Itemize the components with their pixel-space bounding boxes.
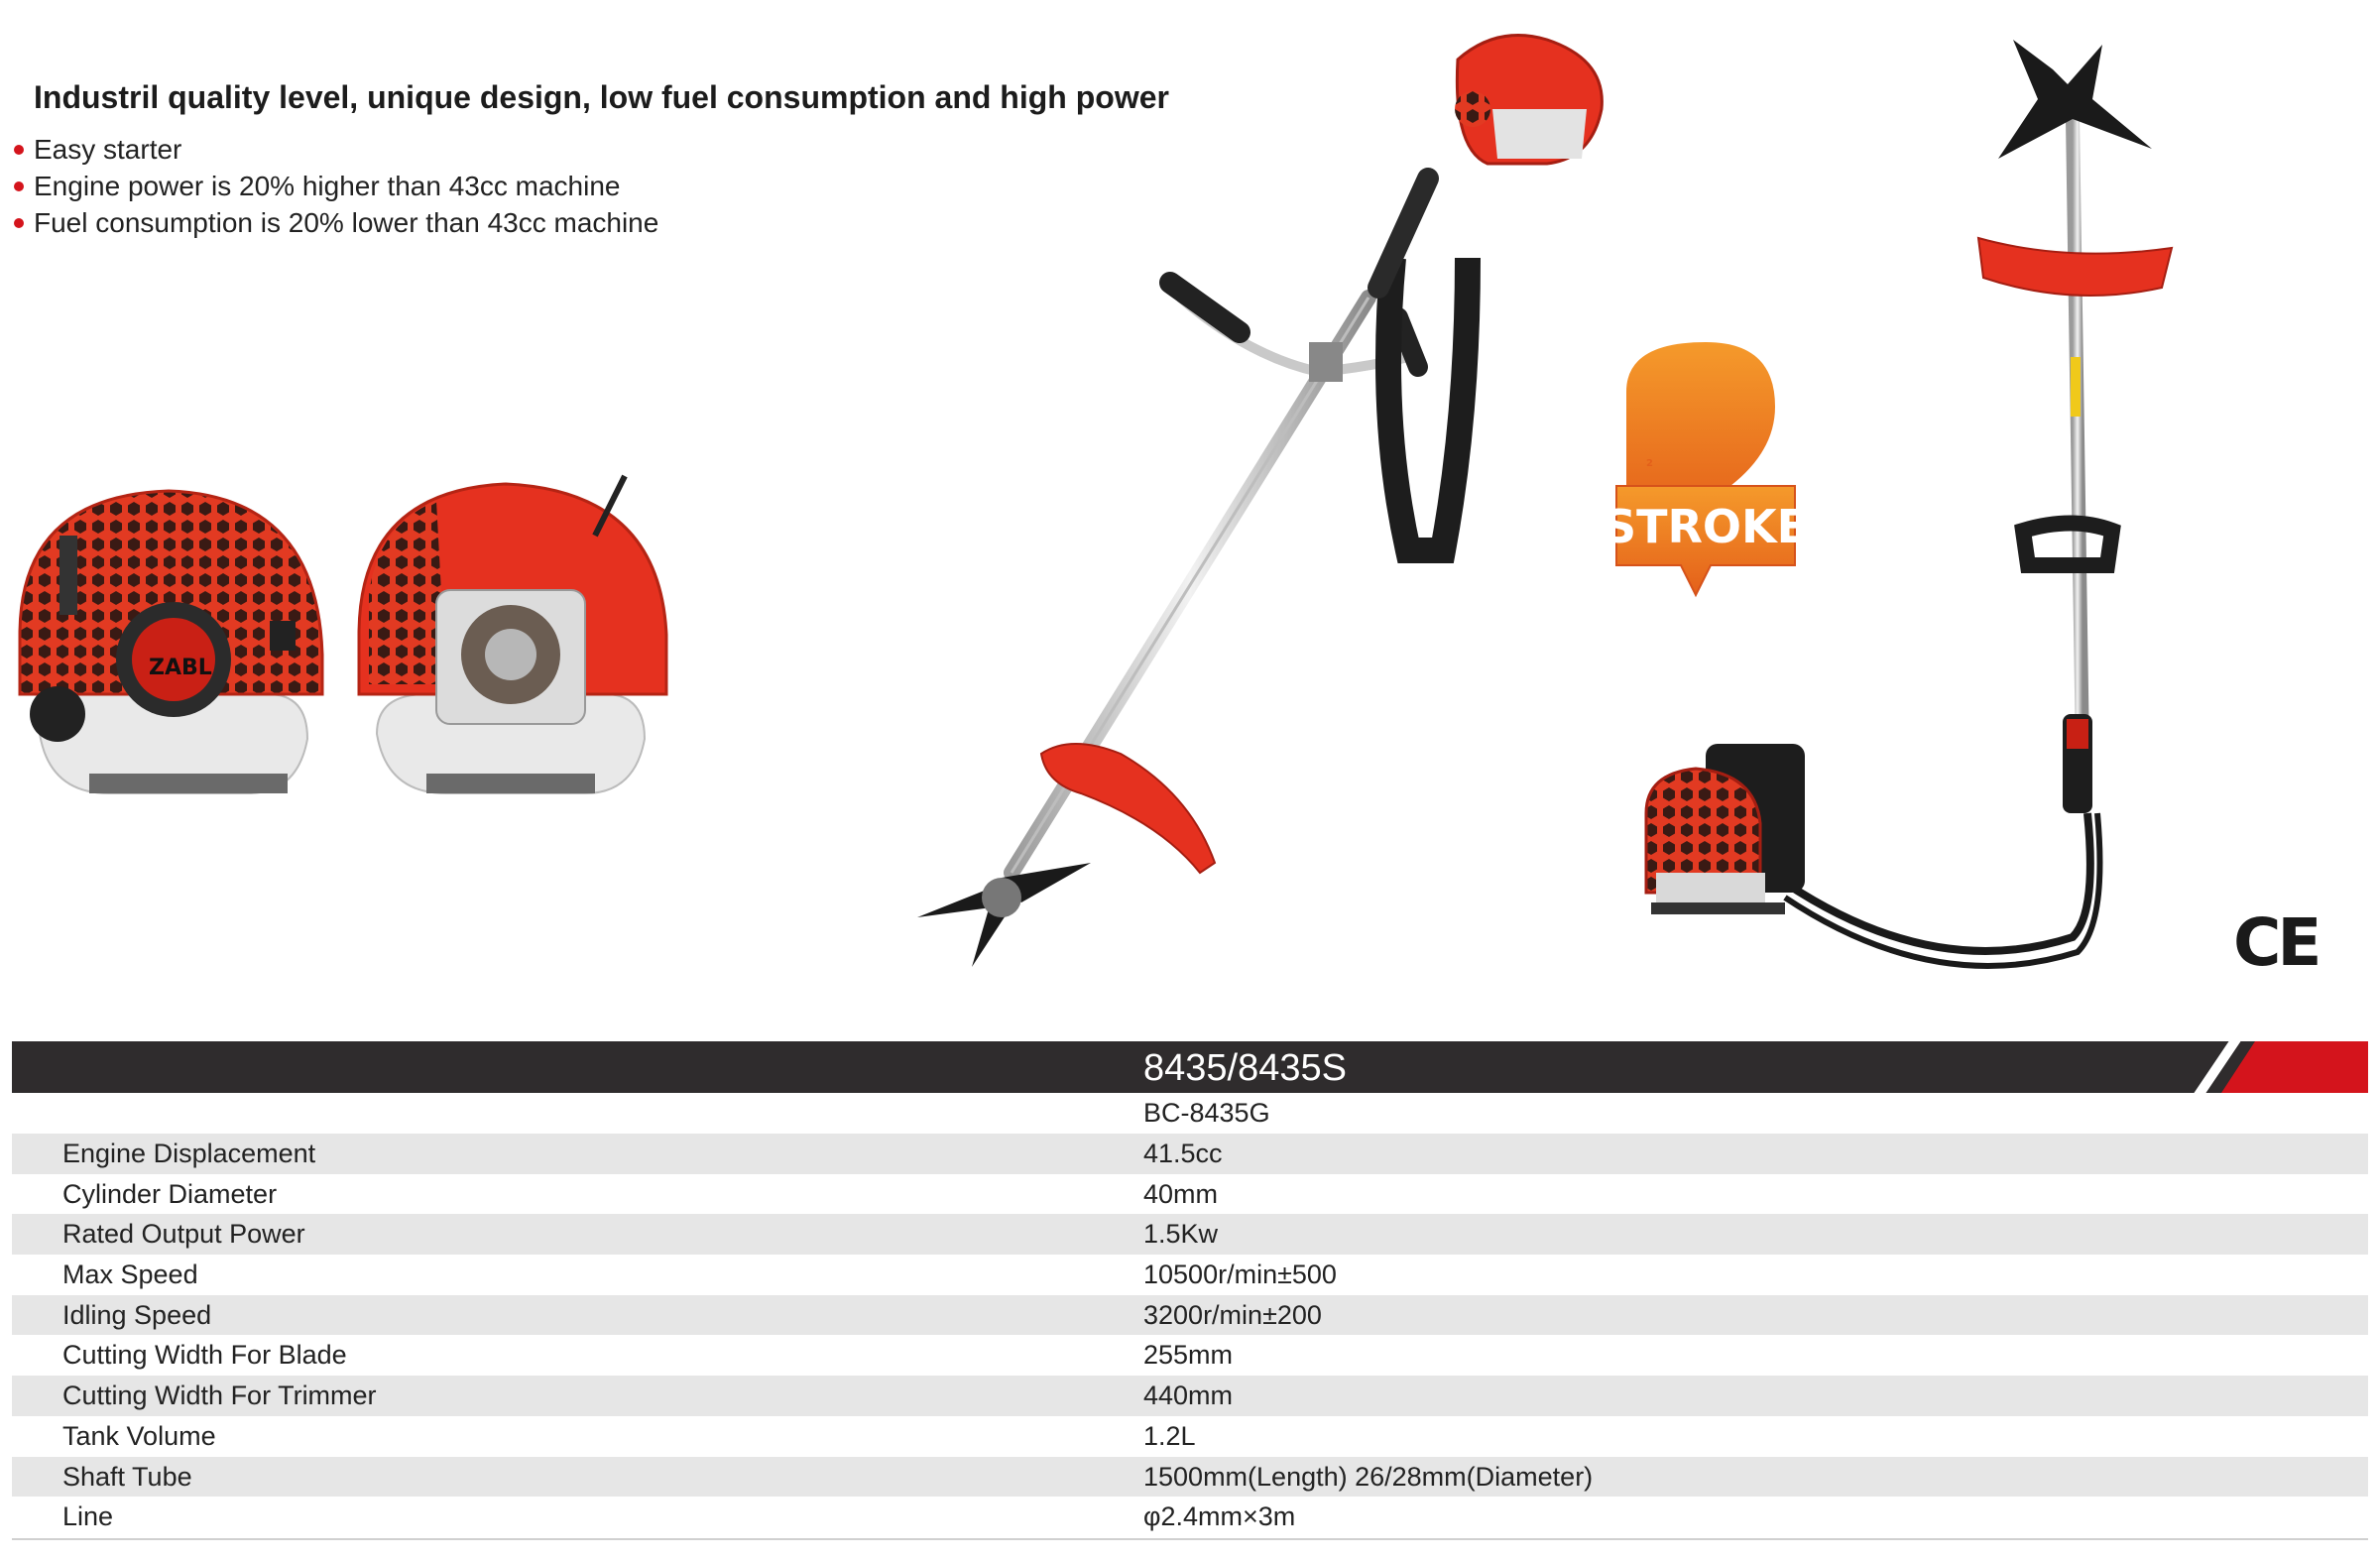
strap-brand: Fengler [1411,407,1435,481]
spec-value: 10500r/min±500 [1143,1260,1337,1290]
table-row [12,1416,2368,1457]
spec-table [12,1134,2368,1537]
two-stroke-badge [1604,342,1808,595]
spec-value: 40mm [1143,1178,1219,1209]
table-row [12,1134,2368,1174]
spec-label: Idling Speed [62,1299,212,1330]
feature-text: Engine power is 20% higher than 43cc machine [34,171,621,201]
spec-value: 1.5Kw [1143,1219,1219,1250]
spec-label: Cutting Width For Trimmer [62,1381,377,1411]
spec-label: Cylinder Diameter [62,1178,278,1209]
brush-cutter-handheld [917,36,1602,968]
table-bottom-rule [12,1538,2368,1540]
spec-value: 41.5cc [1143,1139,1223,1168]
spec-value: 1.2L [1143,1420,1196,1451]
header-accent [2221,1041,2368,1093]
table-row [12,1457,2368,1498]
spec-value: 255mm [1143,1340,1234,1371]
spec-label: Engine Displacement [62,1139,316,1168]
table-row [12,1497,2368,1537]
spec-value: 3200r/min±200 [1143,1299,1322,1330]
table-row [12,1174,2368,1215]
badge-number: 2 [1646,458,1653,469]
engine-front-view [20,491,322,793]
spec-value: 1500mm(Length) 26/28mm(Diameter) [1143,1461,1594,1492]
table-row [12,1335,2368,1376]
spec-label: Line [62,1501,114,1532]
spec-header [12,1041,2368,1093]
spec-label: Rated Output Power [62,1219,305,1250]
badge-text: STROKE [1603,500,1809,553]
spec-label: Shaft Tube [62,1461,192,1492]
engine-rear-view [359,476,666,793]
feature-text: Easy starter [34,134,182,165]
spec-label: Max Speed [62,1260,198,1290]
engine-logo: ZABL [149,656,212,680]
table-row [12,1214,2368,1255]
feature-text: Fuel consumption is 20% lower than 43cc machine [34,207,659,238]
model-title: 8435/8435S [1143,1047,1347,1089]
sub-model: BC-8435G [1143,1098,1270,1128]
spec-value: φ2.4mm×3m [1143,1501,1296,1532]
headline: Industril quality level, unique design, low fuel consumption and high power [34,79,1169,115]
table-row [12,1376,2368,1416]
ce-mark: CE [2233,904,2319,981]
table-row [12,1295,2368,1336]
spec-label: Tank Volume [62,1420,216,1451]
spec-value: 440mm [1143,1381,1234,1411]
spec-label: Cutting Width For Blade [62,1340,347,1371]
table-row [12,1255,2368,1295]
